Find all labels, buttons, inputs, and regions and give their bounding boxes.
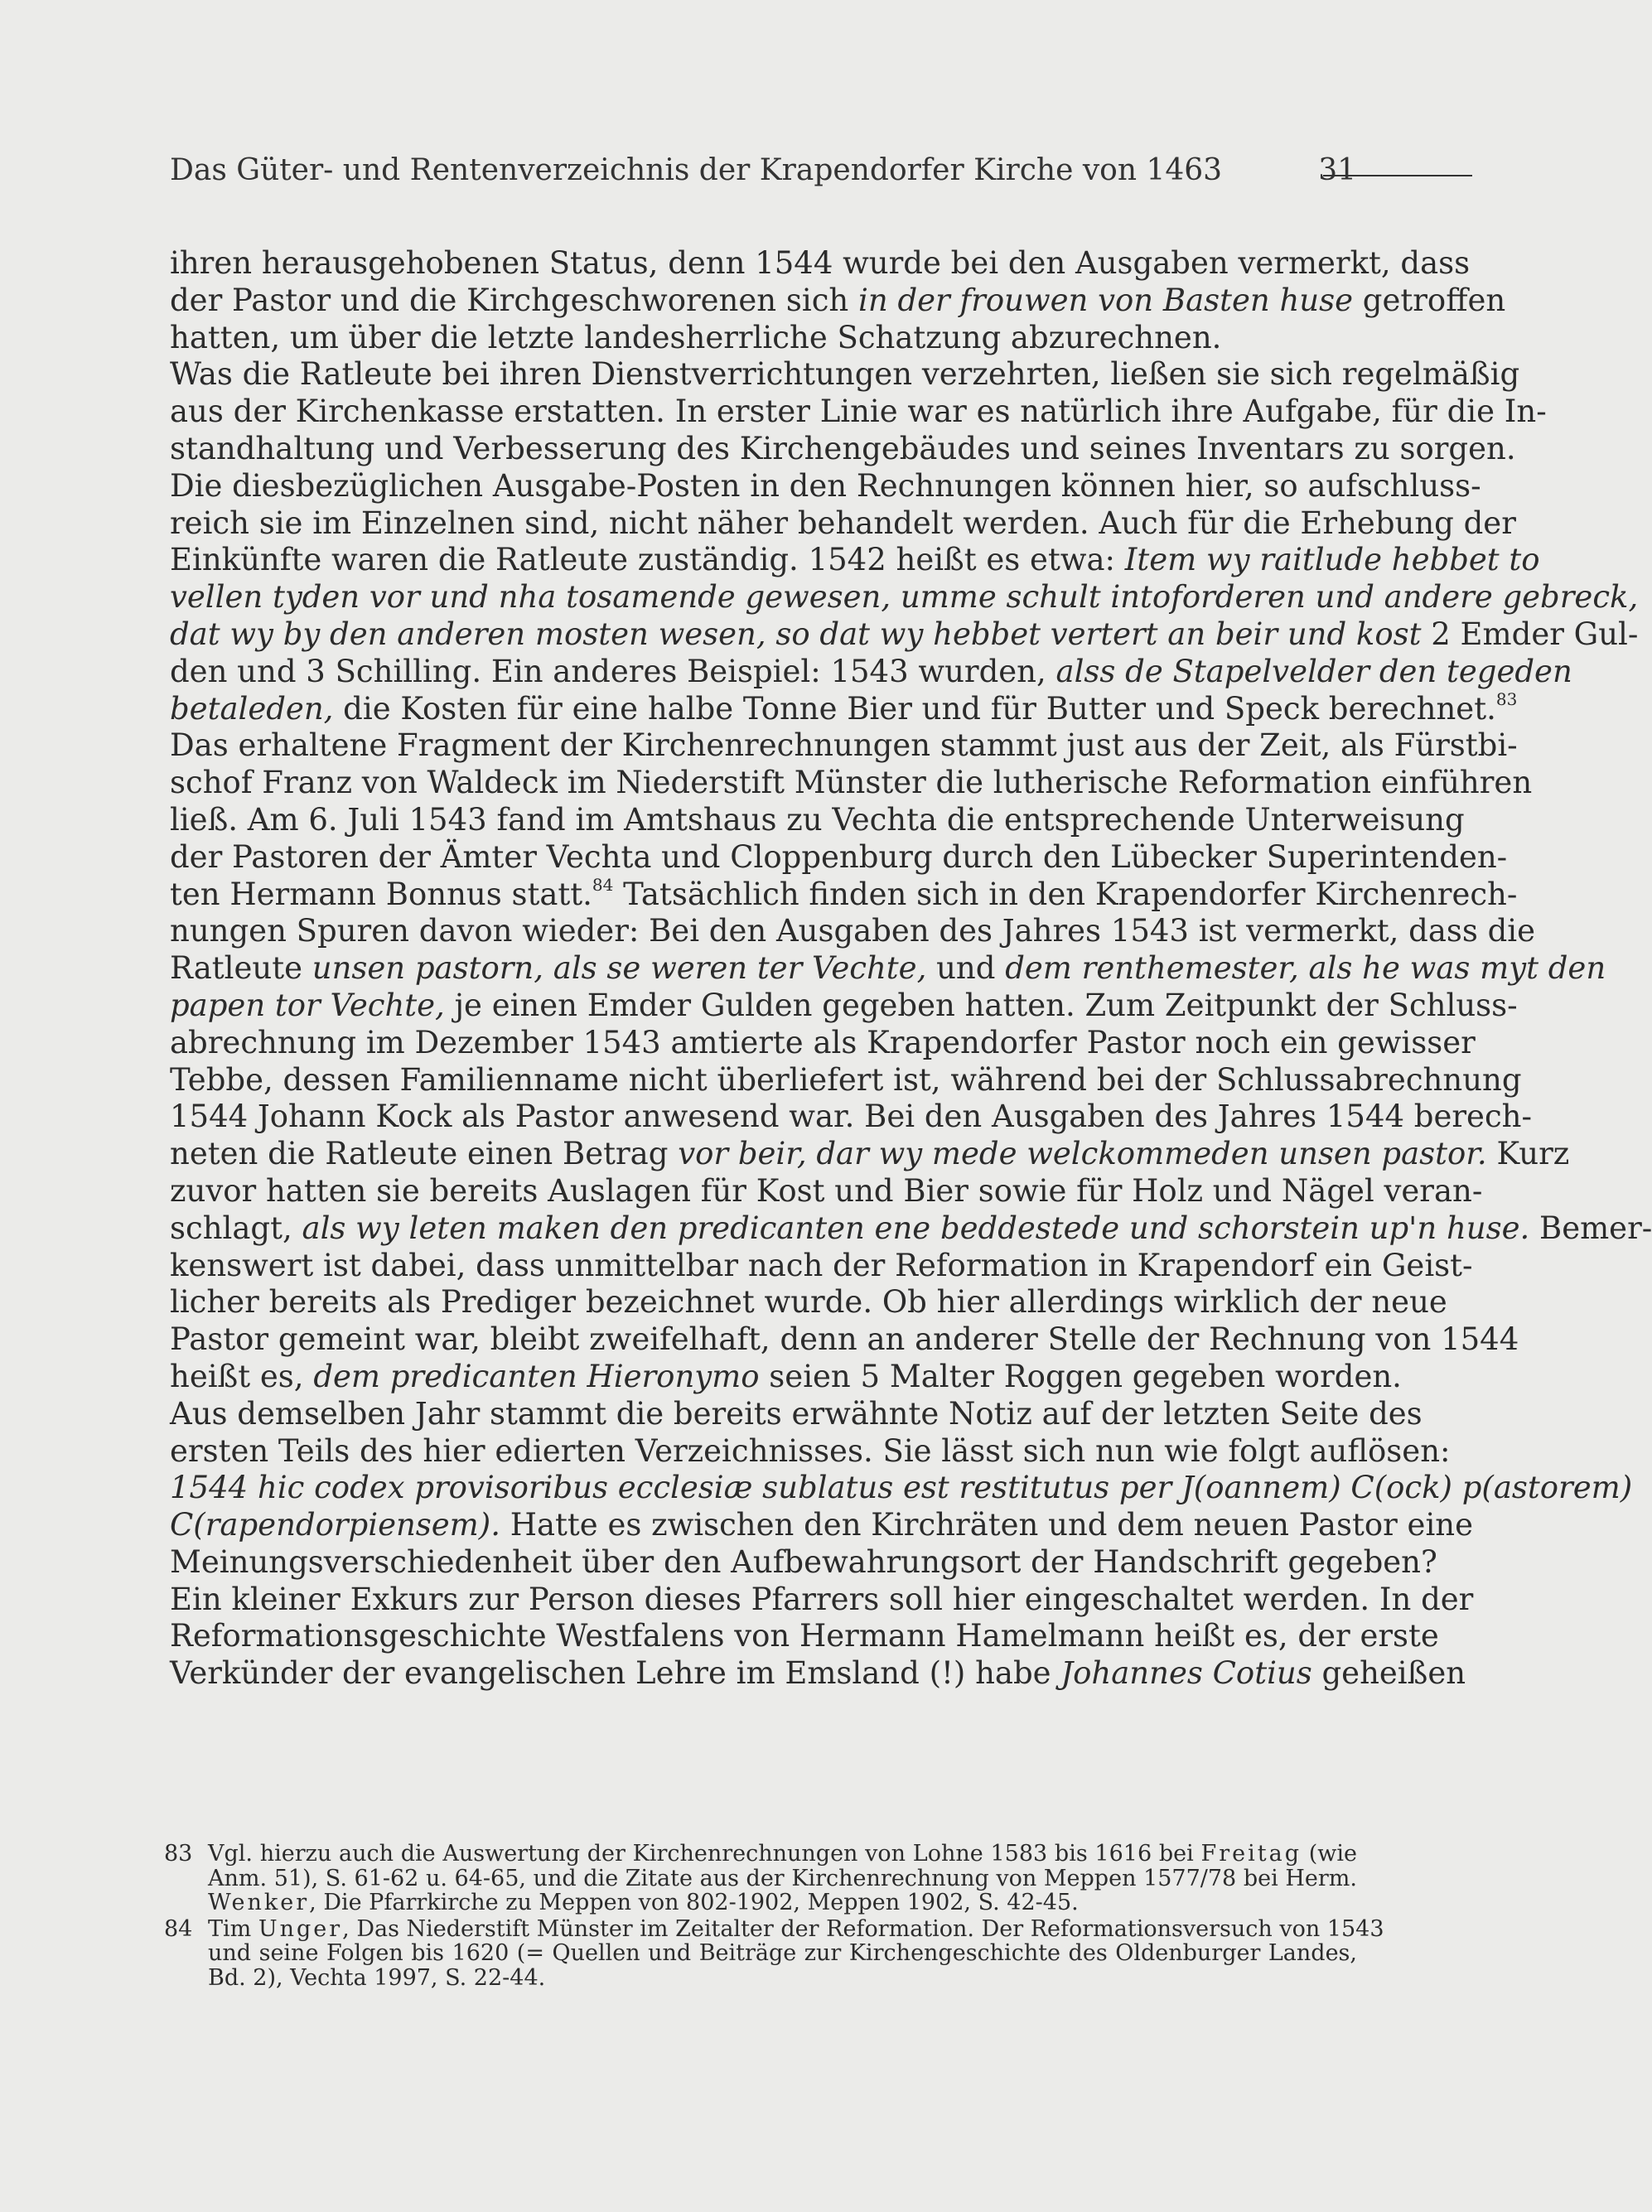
header-title: Das Güter- und Rentenverzeichnis der Krapendorfer Kirche von 1463 xyxy=(170,153,1223,187)
text-line: heißt es, dem predicanten Hieronymo seien 5 Malter Roggen gegeben worden. xyxy=(170,1358,1402,1394)
text-line: Reformationsgeschichte Westfalens von Hermann Hamelmann heißt es, der erste xyxy=(170,1618,1439,1654)
text-line: Aus demselben Jahr stammt die bereits erwähnte Notiz auf der letzten Seite des xyxy=(170,1395,1423,1432)
text-line: 1544 hic codex provisoribus ecclesiæ sublatus est restitutus per J(oannem) C(ock) p(astorem) xyxy=(170,1470,1633,1506)
footnote-ref-84: 84 xyxy=(592,874,614,895)
text-line: der Pastoren der Ämter Vechta und Cloppenburg durch den Lübecker Superintenden- xyxy=(170,838,1508,875)
page-number: 31 xyxy=(1318,153,1356,187)
footnote-83 xyxy=(164,1842,1357,1915)
footnote-84 xyxy=(164,1915,1384,1991)
footnote-line: Anm. 51), S. 61-62 u. 64-65, und die Zitate aus der Kirchenrechnung von Meppen 1577/78 bei Herm. xyxy=(208,1865,1357,1891)
text-line: schlagt, als wy leten maken den predicanten ene beddestede und schorstein up'n huse. Bemer- xyxy=(170,1210,1652,1246)
text-line: der Pastor und die Kirchgeschworenen sich in der frouwen von Basten huse getroffen xyxy=(170,282,1506,318)
text-line: schof Franz von Waldeck im Niederstift Münster die lutherische Reformation einführen xyxy=(170,765,1533,801)
text-line: 1544 Johann Kock als Pastor anwesend war. Bei den Ausgaben des Jahres 1544 berech- xyxy=(170,1099,1533,1135)
text-line: ihren herausgehobenen Status, denn 1544 wurde bei den Ausgaben vermerkt, dass xyxy=(170,245,1471,281)
text-line: aus der Kirchenkasse erstatten. In erster Linie war es natürlich ihre Aufgabe, für die In- xyxy=(170,394,1547,430)
text-line: den und 3 Schilling. Ein anderes Beispiel: 1543 wurden, alss de Stapelvelder den tegeden xyxy=(170,653,1572,689)
text-line: nungen Spuren davon wieder: Bei den Ausgaben des Jahres 1543 ist vermerkt, dass die xyxy=(170,913,1536,949)
text-line: Einkünfte waren die Ratleute zuständig. 1542 heißt es etwa: Item wy raitlude hebbet to xyxy=(170,542,1540,578)
text-line: ließ. Am 6. Juli 1543 fand im Amtshaus zu Vechta die entsprechende Unterweisung xyxy=(170,801,1465,838)
text-line: hatten, um über die letzte landesherrliche Schatzung abzurechnen. xyxy=(170,319,1222,355)
text-line: Meinungsverschiedenheit über den Aufbewahrungsort der Handschrift gegeben? xyxy=(170,1543,1437,1580)
footnote-line: Wenker, Die Pfarrkirche zu Meppen von 802-1902, Meppen 1902, S. 42-45. xyxy=(208,1890,1079,1915)
text-line: Das erhaltene Fragment der Kirchenrechnungen stammt just aus der Zeit, als Fürstbi- xyxy=(170,727,1518,764)
text-line: ten Hermann Bonnus statt.$^{84}$ Tatsächlich finden sich in den Krapendorfer Kirchenrech- xyxy=(170,874,1518,912)
text-line: vellen tyden vor und nha tosamende gewesen, umme schult intoforderen und andere gebreck, xyxy=(170,579,1639,616)
footnote-line: Tim Unger, Das Niederstift Münster im Zeitalter der Reformation. Der Reformationsversuch von 1543 xyxy=(208,1915,1384,1942)
text-line: abrechnung im Dezember 1543 amtierte als Krapendorfer Pastor noch ein gewisser xyxy=(170,1024,1476,1060)
footnote-ref-83: 83 xyxy=(1495,688,1518,709)
text-line: dat wy by den anderen mosten wesen, so dat wy hebbet vertert an beir und kost 2 Emder Gul- xyxy=(170,616,1639,652)
text-line: standhaltung und Verbesserung des Kirchengebäudes und seines Inventars zu sorgen. xyxy=(170,430,1516,466)
text-line: Pastor gemeint war, bleibt zweifelhaft, denn an anderer Stelle der Rechnung von 1544 xyxy=(170,1321,1519,1358)
text-line: licher bereits als Prediger bezeichnet wurde. Ob hier allerdings wirklich der neue xyxy=(170,1284,1447,1321)
text-line: zuvor hatten sie bereits Auslagen für Kost und Bier sowie für Holz und Nägel veran- xyxy=(170,1172,1483,1209)
text-line: Was die Ratleute bei ihren Dienstverrichtungen verzehrten, ließen sie sich regelmäßig xyxy=(170,356,1520,393)
text-line: C(rapendorpiensem). Hatte es zwischen den Kirchräten und dem neuen Pastor eine xyxy=(170,1507,1474,1543)
footnote-number: 83 xyxy=(164,1841,193,1867)
text-line: neten die Ratleute einen Betrag vor beir, dar wy mede welckommeden unsen pastor. Kurz xyxy=(170,1136,1570,1172)
text-line: Tebbe, dessen Familienname nicht überliefert ist, während bei der Schlussabrechnung xyxy=(170,1061,1522,1098)
footnote-line: und seine Folgen bis 1620 (= Quellen und Beiträge zur Kirchengeschichte des Oldenburger Landes, xyxy=(208,1940,1357,1966)
footnotes xyxy=(164,1841,1384,1992)
text-line: reich sie im Einzelnen sind, nicht näher behandelt werden. Auch für die Erhebung der xyxy=(170,505,1516,541)
body-text xyxy=(170,245,1652,1693)
footnote-line: Vgl. hierzu auch die Auswertung der Kirchenrechnungen von Lohne 1583 bis 1616 bei Freitag (wie xyxy=(208,1841,1358,1867)
text-line: papen tor Vechte, je einen Emder Gulden gegeben hatten. Zum Zeitpunkt der Schluss- xyxy=(170,987,1518,1023)
text-line: ersten Teils des hier edierten Verzeichnisses. Sie lässt sich nun wie folgt auflösen: xyxy=(170,1432,1451,1469)
text-line: Ein kleiner Exkurs zur Person dieses Pfarrers soll hier eingeschaltet werden. In der xyxy=(170,1581,1474,1617)
text-line: betaleden, die Kosten für eine halbe Tonne Bier und für Butter und Speck berechnet.$^{83}$ xyxy=(170,688,1518,727)
text-line: Ratleute unsen pastorn, als se weren ter Vechte, und dem renthemester, als he was myt den xyxy=(170,950,1606,987)
text-line: Verkünder der evangelischen Lehre im Emsland (!) habe Johannes Cotius geheißen xyxy=(170,1655,1466,1692)
text-line: Die diesbezüglichen Ausgabe-Posten in den Rechnungen können hier, so aufschluss- xyxy=(170,467,1481,504)
text-line: kenswert ist dabei, dass unmittelbar nach der Reformation in Krapendorf ein Geist- xyxy=(170,1247,1473,1283)
footnote-number: 84 xyxy=(164,1915,193,1942)
running-header xyxy=(170,147,1356,194)
footnote-line: Bd. 2), Vechta 1997, S. 22-44. xyxy=(208,1964,546,1991)
